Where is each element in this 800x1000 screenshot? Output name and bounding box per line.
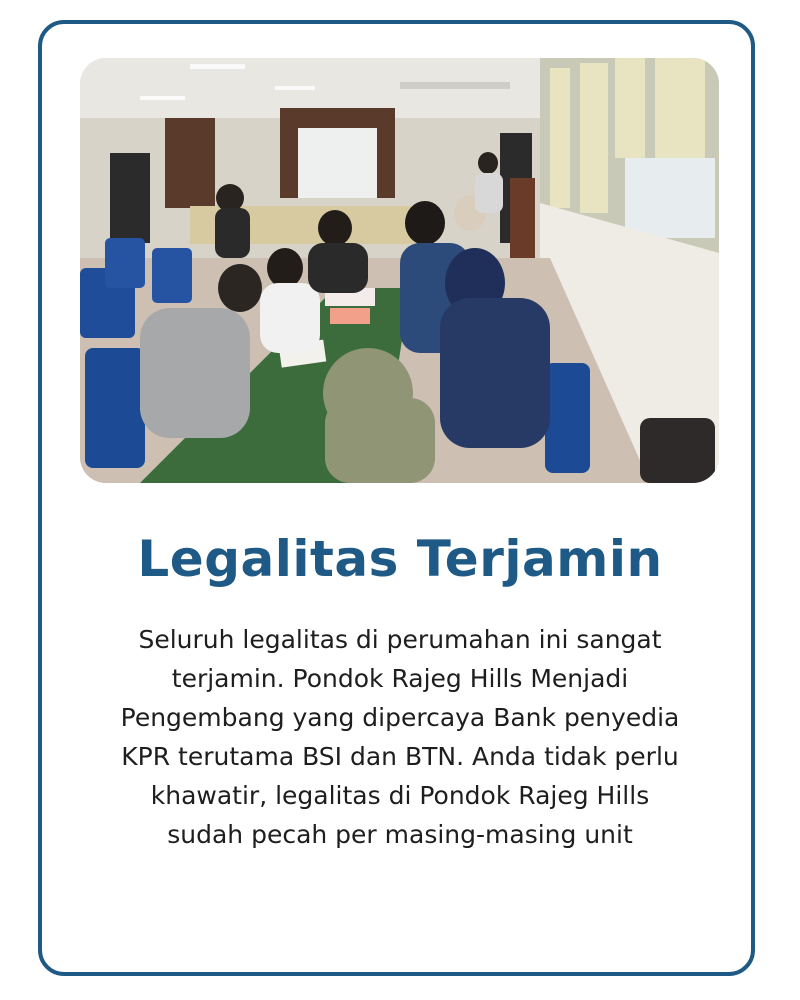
meeting-photo [80, 58, 719, 483]
card-description: Seluruh legalitas di perumahan ini sangat terjamin. Pondok Rajeg Hills Menjadi Pengembang yang dipercaya Bank penyedia KPR terutama BSI dan BTN. Anda tidak perlu khawatir, legalitas di Pondok Rajeg Hills sudah pecah per masing-masing unit [120, 625, 680, 849]
card-title: Legalitas Terjamin [137, 530, 663, 588]
